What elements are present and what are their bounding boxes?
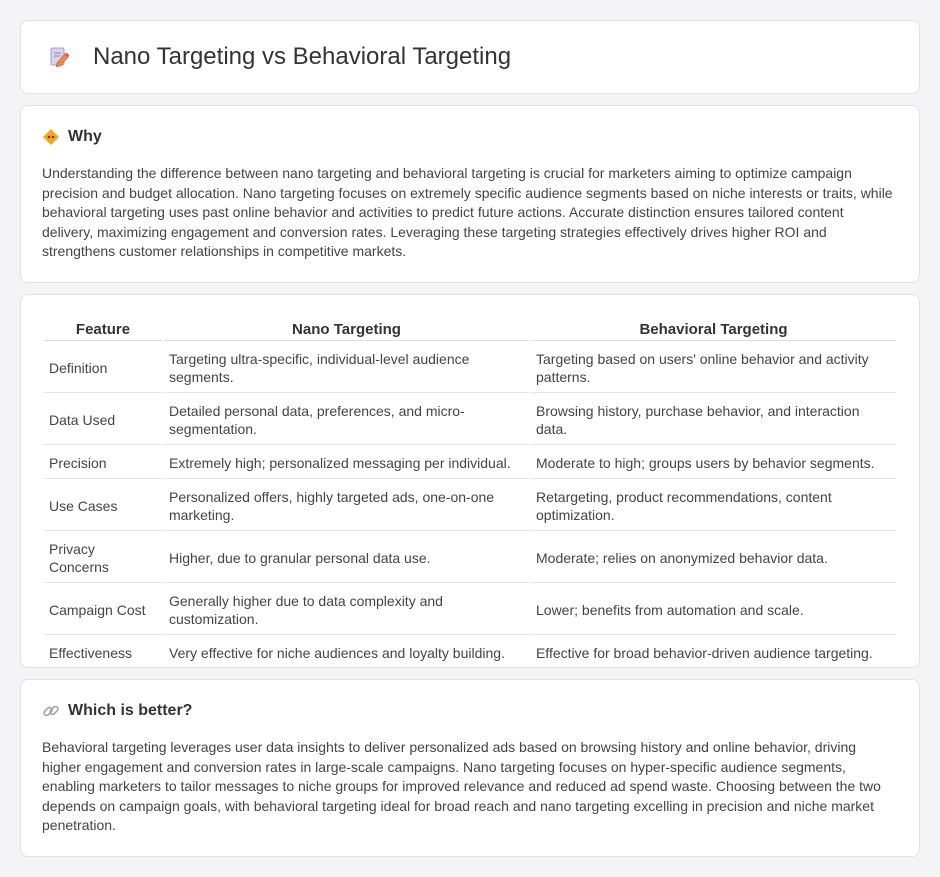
behavioral-cell: Retargeting, product recommendations, content optimization. <box>531 481 896 531</box>
table-row <box>44 447 896 479</box>
title-card <box>20 20 920 94</box>
nano-cell: Extremely high; personalized messaging per individual. <box>164 447 529 479</box>
page-title: Nano Targeting vs Behavioral Targeting <box>93 43 512 70</box>
nano-cell: Personalized offers, highly targeted ads, one-on-one marketing. <box>164 481 529 531</box>
feature-cell: Privacy Concerns <box>44 533 162 583</box>
pencil-paper-icon <box>47 45 71 69</box>
table-header-row <box>44 317 896 341</box>
column-header-feature: Feature <box>44 317 162 341</box>
table-row <box>44 637 896 668</box>
feature-cell: Effectiveness <box>49 645 133 661</box>
feature-cell: Precision <box>44 447 162 479</box>
diamond-icon <box>42 128 60 146</box>
behavioral-cell: Lower; benefits from automation and scale. <box>531 585 896 635</box>
better-heading: Which is better? <box>68 702 193 719</box>
behavioral-cell: Moderate to high; groups users by behavior segments. <box>531 447 896 479</box>
behavioral-cell: Moderate; relies on anonymized behavior data. <box>531 533 896 583</box>
link-icon <box>42 702 60 720</box>
nano-cell: Very effective for niche audiences and loyalty building. <box>169 645 505 661</box>
nano-cell: Generally higher due to data complexity and customization. <box>164 585 529 635</box>
behavioral-cell: Browsing history, purchase behavior, and interaction data. <box>531 395 896 445</box>
column-header-behavioral: Behavioral Targeting <box>531 317 896 341</box>
why-section <box>20 105 920 283</box>
better-text: Behavioral targeting leverages user data insights to deliver personalized ads based on browsing history and online behavior, driving higher engagement and conversion rates in large-scale campaigns. Nano targeting focuses on hyper-specific audience segments, enabling marketers to tailor messages to niche groups for improved relevance and reduced ad spend waste. Choosing between the two depends on campaign goals, with behavioral targeting ideal for broad reach and nano targeting excelling in precision and niche market penetration. <box>42 739 881 833</box>
feature-cell: Use Cases <box>44 481 162 531</box>
comparison-section <box>20 294 920 668</box>
comparison-table <box>42 315 898 670</box>
behavioral-cell: Effective for broad behavior-driven audience targeting. <box>536 645 873 661</box>
table-row <box>44 343 896 393</box>
table-row <box>44 585 896 635</box>
table-row <box>44 481 896 531</box>
column-header-nano: Nano Targeting <box>164 317 529 341</box>
why-heading-row <box>42 128 898 146</box>
which-is-better-section <box>20 679 920 857</box>
table-row <box>44 533 896 583</box>
nano-cell: Targeting ultra-specific, individual-level audience segments. <box>164 343 529 393</box>
feature-cell: Data Used <box>44 395 162 445</box>
nano-cell: Detailed personal data, preferences, and micro-segmentation. <box>164 395 529 445</box>
better-heading-row <box>42 702 898 720</box>
nano-cell: Higher, due to granular personal data use. <box>164 533 529 583</box>
why-heading: Why <box>68 128 102 145</box>
why-text: Understanding the difference between nano targeting and behavioral targeting is crucial for marketers aiming to optimize campaign precision and budget allocation. Nano targeting focuses on extremely specific audience segments based on niche interests or traits, while behavioral targeting uses past online behavior and activities to predict future actions. Accurate distinction ensures tailored content delivery, maximizing engagement and conversion rates. Leveraging these targeting strategies effectively drives higher ROI and strengthens customer relationships in competitive markets. <box>42 165 893 259</box>
feature-cell: Campaign Cost <box>44 585 162 635</box>
feature-cell: Definition <box>44 343 162 393</box>
behavioral-cell: Targeting based on users' online behavior and activity patterns. <box>531 343 896 393</box>
table-row <box>44 395 896 445</box>
